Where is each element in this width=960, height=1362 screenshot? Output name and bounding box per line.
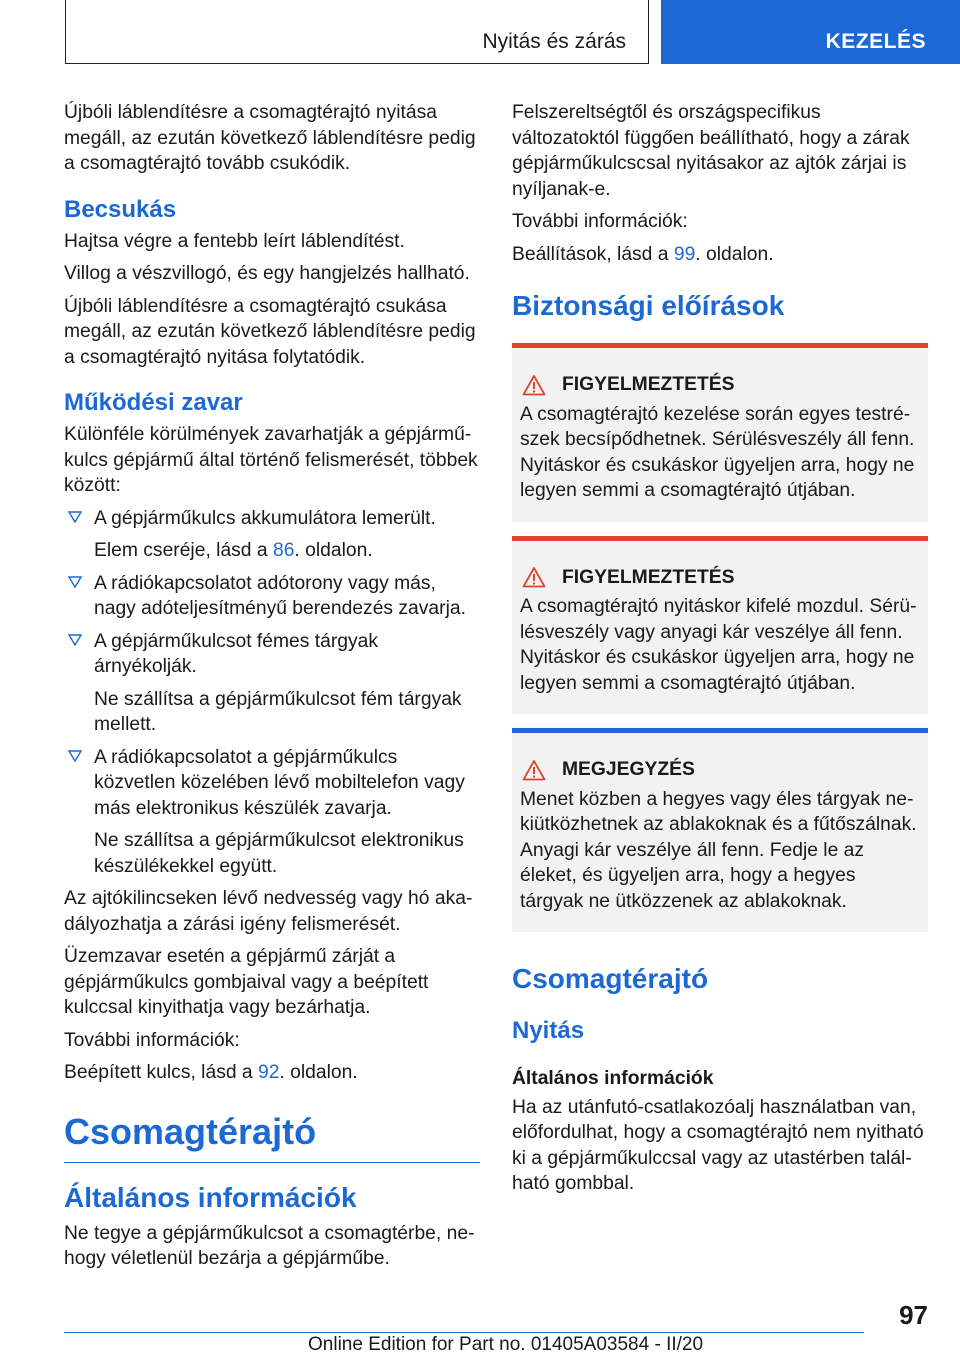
heading-mukodesi-zavar: Működési zavar: [64, 389, 243, 416]
bullet-list: [64, 506, 480, 880]
note-box: [512, 728, 928, 932]
note-text: Menet közben a hegyes vagy éles tárgyak nekiütközhetnek az ablakoknak és a fűtőszálnak. Anyagi kár veszélye áll fenn. Fedje le az éleket, és ügyeljen arra, hogy a hegyes tárgyak ne ütközzenek az ablakoknak.: [520, 788, 917, 912]
list-item: [64, 629, 480, 738]
warning-triangle-icon: [522, 374, 546, 396]
page-link-86[interactable]: 86: [272, 540, 295, 561]
paragraph: Az ajtókilincseken lévő nedvesség vagy hó akadályozhatja a zárási igény felismerését.: [64, 888, 473, 935]
triangle-bullet-icon: [68, 575, 82, 589]
header-chapter-tab: [661, 0, 960, 64]
paragraph: [512, 242, 928, 268]
page-number: 97: [899, 1300, 928, 1330]
header-section-title: Nyitás és zárás: [482, 30, 626, 53]
note-title: [520, 757, 920, 783]
text: Beépített kulcs, lásd a: [64, 1062, 258, 1083]
footer-divider: [64, 1332, 864, 1333]
list-item: [64, 745, 480, 880]
list-item-subtext: [94, 538, 480, 564]
sub-text: Elem cseréje, lásd a: [94, 540, 273, 561]
triangle-bullet-icon: [68, 633, 82, 647]
page-link-92[interactable]: 92: [258, 1062, 280, 1083]
paragraph: Újbóli láblendítésre a csomagtérajtó nyitása megáll, az ezután következő láblendítésre pedig a csomagtérajtó tovább csukódik.: [64, 102, 476, 174]
heading-becsukas: Becsukás: [64, 195, 177, 223]
warning-title: [520, 372, 920, 398]
left-column: [64, 100, 480, 1279]
warning-title-text: FIGYELMEZTETÉS: [562, 566, 735, 588]
list-item: [64, 571, 480, 622]
warning-triangle-icon: [522, 566, 546, 588]
page-link-99[interactable]: 99: [673, 243, 696, 265]
heading-altalanos-informaciok: Általános információk: [64, 1181, 357, 1213]
header-section-box: [65, 0, 649, 64]
paragraph: További információk:: [512, 211, 688, 232]
paragraph: További információk:: [64, 1029, 240, 1051]
triangle-bullet-icon: [68, 749, 82, 763]
warning-box: [512, 536, 928, 715]
list-item-subtext: Ne szállítsa a gépjárműkulcsot fém tárgyak mellett.: [94, 688, 462, 735]
paragraph: Felszereltségtől és országspecifikus változatoktól függően beállítható, hogy a zárak gépjárműkulcscsal nyitásakor az ajtók zárjai is nyíljanak-e.: [512, 102, 910, 200]
page-header: [0, 0, 960, 64]
text: . oldalon.: [695, 243, 774, 265]
header-chapter-label: KEZELÉS: [825, 30, 926, 53]
warning-triangle-icon: [522, 759, 546, 781]
list-item-text: A gépjárműkulcs akkumulátora lemerült.: [94, 507, 436, 529]
paragraph: Ha az utánfutó-csatlakozóalj használatban van, előfordulhat, hogy a csomagtérajtó nem nyitható ki a gépjárműkulccsal vagy az utastérben található gombbal.: [512, 1096, 924, 1194]
note-title-text: MEGJEGYZÉS: [562, 759, 695, 780]
list-item-subtext: Ne szállítsa a gépjárműkulcsot elektronikus készülékekkel együtt.: [94, 830, 464, 877]
text: Beállítások, lásd a: [512, 243, 674, 265]
paragraph: Ne tegye a gépjárműkulcsot a csomagtérbe, nehogy véletlenül bezárja a gépjárműbe.: [64, 1222, 475, 1269]
warning-box: [512, 343, 928, 522]
footer-edition: Online Edition for Part no. 01405A03584 - II/20: [308, 1334, 704, 1355]
text: . oldalon.: [279, 1062, 358, 1083]
list-item: [64, 506, 480, 564]
warning-text: A csomagtérajtó nyitáskor kifelé mozdul. Sérülésveszély vagy anyagi kár veszélye áll fenn. Nyitáskor és csukáskor ügyeljen arra, hogy ne legyen semmi a csomagtérajtó útjában.: [520, 596, 917, 694]
sub-text: . oldalon.: [294, 540, 373, 561]
warning-text: A csomagtérajtó kezelése során egyes testrészek becsípődhetnek. Sérülésveszély áll fenn. Nyitáskor és csukáskor ügyeljen arra, hogy ne legyen semmi a csomagtérajtó útjában.: [520, 403, 915, 501]
paragraph: Különféle körülmények zavarhatják a gépjárműkulcs gépjármű által történő felismerését, többek között:: [64, 424, 478, 496]
list-item-text: A gépjárműkulcsot fémes tárgyak árnyékolják.: [94, 630, 378, 677]
paragraph: Újbóli láblendítésre a csomagtérajtó csukása megáll, az ezután következő láblendítésre pedig a csomagtérajtó nyitása folytatódik.: [64, 295, 476, 368]
warning-title-text: FIGYELMEZTETÉS: [562, 374, 735, 395]
chapter-heading-csomagterajto: Csomagtérajtó: [64, 1110, 480, 1163]
list-item-text: A rádiókapcsolatot adótorony vagy más, nagy adóteljesítményű berendezés zavarja.: [94, 572, 466, 619]
right-column: [512, 100, 928, 1204]
paragraph: Hajtsa végre a fentebb leírt láblendítést.: [64, 230, 405, 252]
paragraph: Üzemzavar esetén a gépjármű zárját a gépjárműkulcs gombjaival vagy a beépített kulccsal kinyithatja vagy bezárhatja.: [64, 946, 429, 1018]
warning-title: [520, 565, 920, 591]
paragraph: Villog a vészvillogó, és egy hangjelzés hallható.: [64, 263, 470, 284]
heading-csomagterajto: Csomagtérajtó: [512, 963, 709, 994]
paragraph: [64, 1060, 480, 1086]
heading-biztonsagi-eloirasok: Biztonsági előírások: [512, 290, 785, 321]
heading-nyitas: Nyitás: [512, 1017, 585, 1044]
heading-altalanos-informaciok: Általános információk: [512, 1068, 714, 1089]
list-item-text: A rádiókapcsolatot a gépjárműkulcs közvetlen közelében lévő mobiltelefon vagy más elektronikus készülék zavarja.: [94, 746, 465, 819]
triangle-bullet-icon: [68, 510, 82, 524]
